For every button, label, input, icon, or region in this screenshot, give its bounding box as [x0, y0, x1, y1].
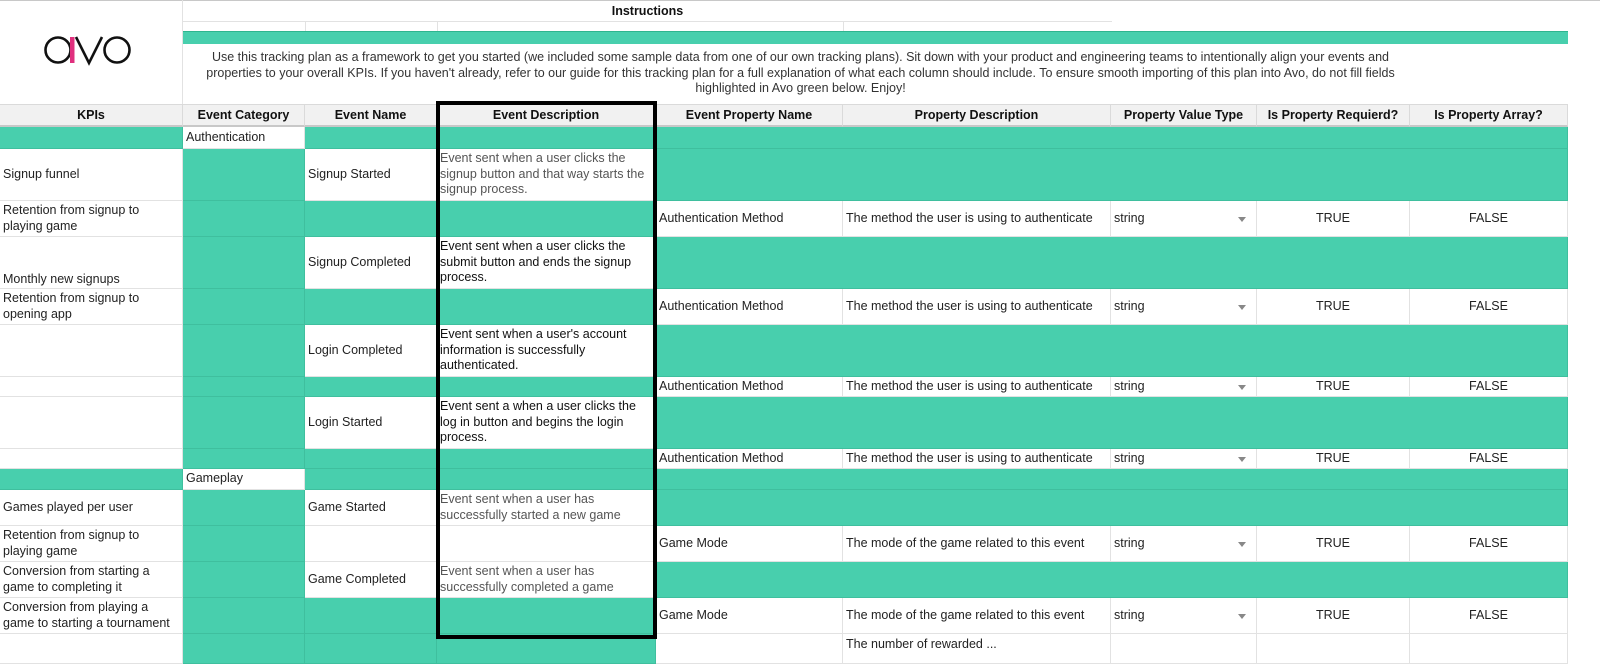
dropdown-value: string [1114, 298, 1145, 313]
avo-logo-icon [0, 0, 183, 104]
table-cell-category[interactable]: Gameplay [183, 469, 305, 490]
property-value-type-dropdown[interactable] [1111, 201, 1257, 237]
column-header-event-description[interactable]: Event Description [437, 104, 656, 127]
table-cell-kpi[interactable]: Retention from signup to playing game [0, 201, 183, 237]
instructions-spacer-row [183, 21, 1112, 31]
table-cell-property-name[interactable] [656, 634, 843, 664]
table-cell-event-description[interactable] [437, 289, 656, 325]
table-cell-property-name[interactable]: Authentication Method [656, 377, 843, 397]
table-cell-event-name[interactable] [305, 201, 437, 237]
table-cell-is-array[interactable]: FALSE [1410, 598, 1568, 634]
table-cell-event-name[interactable] [305, 289, 437, 325]
table-cell-kpi[interactable] [0, 469, 183, 490]
table-cell-event-description[interactable] [437, 201, 656, 237]
avo-logo [0, 0, 183, 104]
table-cell-event-name[interactable] [305, 449, 437, 469]
column-header-property-description[interactable]: Property Description [843, 104, 1111, 127]
table-cell-kpi[interactable]: Retention from signup to playing game [0, 526, 183, 562]
table-cell-event-description[interactable]: Event sent when a user has successfully completed a game [437, 562, 656, 598]
table-cell-event-name[interactable]: Game Started [305, 490, 437, 526]
table-cell-category[interactable] [183, 526, 305, 562]
dropdown-arrow-icon[interactable] [1238, 305, 1246, 310]
table-row-property-fill [656, 562, 1568, 598]
table-cell-property-name[interactable]: Authentication Method [656, 449, 843, 469]
table-row-section-fill [305, 127, 1568, 149]
column-header-event-category[interactable]: Event Category [183, 104, 305, 127]
table-cell-is-array[interactable]: FALSE [1410, 526, 1568, 562]
table-cell-event-description[interactable] [437, 634, 656, 664]
column-header-event-property-name[interactable]: Event Property Name [656, 104, 843, 127]
table-cell-kpi[interactable] [0, 449, 183, 469]
table-cell-is-array[interactable]: FALSE [1410, 289, 1568, 325]
table-cell-event-name[interactable]: Game Completed [305, 562, 437, 598]
table-cell-is-required[interactable]: TRUE [1257, 377, 1410, 397]
table-cell-event-description[interactable]: Event sent when a user has successfully started a new game [437, 490, 656, 526]
dropdown-arrow-icon[interactable] [1238, 457, 1246, 462]
table-cell-property-name[interactable]: Authentication Method [656, 201, 843, 237]
column-header-is-property-array[interactable]: Is Property Array? [1410, 104, 1568, 127]
property-value-type-dropdown[interactable] [1111, 526, 1257, 562]
table-cell-category[interactable] [183, 377, 305, 397]
instructions-title: Instructions [183, 1, 1112, 22]
table-cell-kpi[interactable]: Conversion from playing a game to starting a tournament [0, 598, 183, 634]
table-cell-property-description[interactable]: The method the user is using to authenticate [843, 377, 1111, 397]
table-cell-kpi[interactable] [0, 325, 183, 377]
table-cell-category[interactable] [183, 490, 305, 526]
table-row-property-fill [656, 325, 1568, 377]
table-cell-is-required[interactable]: TRUE [1257, 598, 1410, 634]
table-cell-kpi[interactable] [0, 397, 183, 449]
table-cell-property-description[interactable]: The method the user is using to authenticate [843, 201, 1111, 237]
table-cell-property-description[interactable]: The method the user is using to authenticate [843, 449, 1111, 469]
table-cell-event-description[interactable]: Event sent when a user's account information is successfully authenticated. [437, 325, 656, 377]
dropdown-value: string [1114, 535, 1145, 550]
table-cell-property-description[interactable]: The number of rewarded ... [843, 634, 1111, 664]
table-row-property-fill [656, 149, 1568, 201]
table-cell-is-required[interactable]: TRUE [1257, 201, 1410, 237]
table-cell-property-description[interactable]: The method the user is using to authenticate [843, 289, 1111, 325]
dropdown-arrow-icon[interactable] [1238, 614, 1246, 619]
table-row-section-fill [305, 469, 1568, 490]
property-value-type-dropdown[interactable] [1111, 634, 1257, 664]
table-cell-event-name[interactable]: Signup Started [305, 149, 437, 201]
table-cell-category[interactable] [183, 237, 305, 289]
table-cell-property-description[interactable]: The mode of the game related to this event [843, 526, 1111, 562]
table-cell-kpi[interactable] [0, 634, 183, 664]
dropdown-arrow-icon[interactable] [1238, 217, 1246, 222]
table-cell-category[interactable] [183, 289, 305, 325]
table-cell-is-required[interactable]: TRUE [1257, 449, 1410, 469]
table-cell-category[interactable] [183, 397, 305, 449]
table-cell-kpi[interactable]: Signup funnel [0, 149, 183, 201]
table-row-property-fill [656, 237, 1568, 289]
dropdown-value: string [1114, 210, 1145, 225]
table-cell-event-description[interactable] [437, 598, 656, 634]
dropdown-arrow-icon[interactable] [1238, 542, 1246, 547]
table-cell-event-description[interactable]: Event sent when a user clicks the signup button and that way starts the signup process. [437, 149, 656, 201]
property-value-type-dropdown[interactable] [1111, 289, 1257, 325]
dropdown-arrow-icon[interactable] [1238, 385, 1246, 390]
table-cell-event-name[interactable]: Login Completed [305, 325, 437, 377]
table-cell-category[interactable] [183, 598, 305, 634]
table-cell-event-name[interactable] [305, 598, 437, 634]
table-cell-is-array[interactable]: FALSE [1410, 201, 1568, 237]
property-value-type-dropdown[interactable] [1111, 598, 1257, 634]
table-cell-event-description[interactable]: Event sent a when a user clicks the log in button and begins the login process. [437, 397, 656, 449]
table-row-property-fill [656, 397, 1568, 449]
table-cell-category[interactable]: Authentication [183, 127, 305, 149]
property-value-type-dropdown[interactable] [1111, 449, 1257, 469]
table-cell-category[interactable] [183, 562, 305, 598]
table-cell-event-name[interactable] [305, 526, 437, 562]
instructions-text: Use this tracking plan as a framework to get you started (we included some sample data from one of our own tracking plans). Sit down with your product and engineering teams to intentionally align your events and properties to your overall KPIs. If you haven't already, refer to our guide for this tracking plan for a full explanation of what each column should include. To ensure smooth importing of this plan into Avo, do not fill fields highlighted in Avo green below. Enjoy! [206, 50, 1395, 95]
table-cell-kpi[interactable]: Monthly new signups [0, 237, 183, 289]
table-row-property-fill [656, 490, 1568, 526]
dropdown-value: string [1114, 607, 1145, 622]
table-cell-is-required[interactable]: TRUE [1257, 526, 1410, 562]
table-cell-event-description[interactable] [437, 449, 656, 469]
table-cell-category[interactable] [183, 449, 305, 469]
table-cell-category[interactable] [183, 201, 305, 237]
table-cell-event-name[interactable] [305, 377, 437, 397]
dropdown-value: string [1114, 450, 1145, 465]
table-cell-property-description[interactable]: The mode of the game related to this event [843, 598, 1111, 634]
table-cell-property-name[interactable]: Authentication Method [656, 289, 843, 325]
table-cell-category[interactable] [183, 149, 305, 201]
table-cell-is-array[interactable] [1410, 634, 1568, 664]
table-cell-kpi[interactable]: Games played per user [0, 490, 183, 526]
table-cell-is-required[interactable] [1257, 634, 1410, 664]
table-cell-property-name[interactable]: Game Mode [656, 526, 843, 562]
table-cell-kpi[interactable]: Conversion from starting a game to completing it [0, 562, 183, 598]
table-cell-event-name[interactable]: Login Started [305, 397, 437, 449]
table-cell-is-required[interactable]: TRUE [1257, 289, 1410, 325]
table-cell-kpi[interactable] [0, 127, 183, 149]
table-cell-event-description[interactable] [437, 526, 656, 562]
column-header-is-property-required[interactable]: Is Property Requierd? [1257, 104, 1410, 127]
column-header-property-value-type[interactable]: Property Value Type [1111, 104, 1257, 127]
property-value-type-dropdown[interactable] [1111, 377, 1257, 397]
column-header-kpis[interactable]: KPIs [0, 104, 183, 127]
dropdown-value: string [1114, 378, 1145, 393]
instructions-green-bar [183, 31, 1568, 44]
table-cell-event-name[interactable]: Signup Completed [305, 237, 437, 289]
table-cell-property-name[interactable]: Game Mode [656, 598, 843, 634]
table-cell-kpi[interactable]: Retention from signup to opening app [0, 289, 183, 325]
column-header-event-name[interactable]: Event Name [305, 104, 437, 127]
table-cell-event-name[interactable] [305, 634, 437, 664]
table-cell-event-description[interactable]: Event sent when a user clicks the submit button and ends the signup process. [437, 237, 656, 289]
table-cell-is-array[interactable]: FALSE [1410, 377, 1568, 397]
table-cell-kpi[interactable] [0, 377, 183, 397]
table-cell-is-array[interactable]: FALSE [1410, 449, 1568, 469]
table-cell-category[interactable] [183, 634, 305, 664]
table-cell-category[interactable] [183, 325, 305, 377]
table-cell-event-description[interactable] [437, 377, 656, 397]
